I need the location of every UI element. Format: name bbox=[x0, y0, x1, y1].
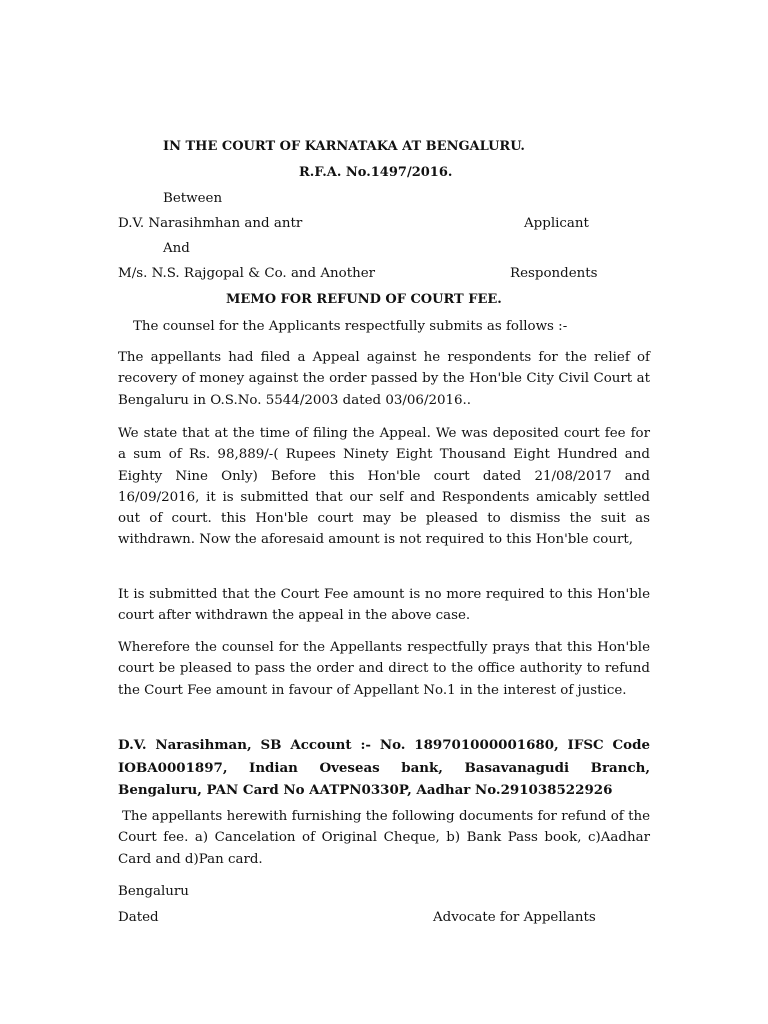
dated-label: Dated bbox=[118, 910, 159, 925]
applicant-name: D.V. Narasihmhan and antr bbox=[118, 216, 303, 231]
paragraph-documents-list: The appellants herewith furnishing the following documents for refund of the Court fee. a) Cancelation of Original Cheque, b) Bank Pass book, c)Aadhar Card and d)Pan card. bbox=[118, 809, 650, 867]
bank-account-details: D.V. Narasihman, SB Account :- No. 189701000001680, IFSC Code IOBA0001897, Indian Oveseas bank, Basavanagudi Branch, Bengaluru, PAN Card No AATPN0330P, Aadhar No.291038522926 bbox=[118, 737, 650, 798]
paragraph-fee-not-required: It is submitted that the Court Fee amount is no more required to this Hon'ble court after withdrawn the appeal in the above case. bbox=[118, 587, 650, 624]
paragraph-court-fee-deposit: We state that at the time of filing the Appeal. We was deposited court fee for a sum of Rs. 98,889/-( Rupees Ninety Eight Thousand Eight Hundred and Eighty Nine Only) Before this Hon'ble court dated 21/08/2017 and 16/09/2016, it is submitted that our self and Respondents amicably settled out of court. this Hon'ble court may be pleased to dismiss the suit as withdrawn. Now the aforesaid amount is not required to this Hon'ble court, bbox=[118, 426, 650, 548]
paragraph-appeal-filed: The appellants had filed a Appeal against he respondents for the relief of recovery of money against the order passed by the Hon'ble City Civil Court at Bengaluru in O.S.No. 5544/2003 dated 03/06/2016.. bbox=[118, 350, 650, 408]
intro-line: The counsel for the Applicants respectfully submits as follows :- bbox=[133, 319, 568, 334]
and-label: And bbox=[163, 241, 190, 256]
respondent-name: M/s. N.S. Rajgopal & Co. and Another bbox=[118, 266, 376, 281]
signatory-label: Advocate for Appellants bbox=[433, 910, 596, 925]
applicant-role: Applicant bbox=[524, 216, 589, 231]
court-heading: IN THE COURT OF KARNATAKA AT BENGALURU. bbox=[163, 139, 525, 154]
case-number: R.F.A. No.1497/2016. bbox=[299, 165, 453, 180]
between-label: Between bbox=[163, 191, 223, 206]
memo-title: MEMO FOR REFUND OF COURT FEE. bbox=[226, 292, 502, 307]
respondent-role: Respondents bbox=[510, 266, 598, 281]
paragraph-prayer: Wherefore the counsel for the Appellants respectfully prays that this Hon'ble court be pleased to pass the order and direct to the office authority to refund the Court Fee amount in favour of Appellant No.1 in the interest of justice. bbox=[118, 640, 650, 698]
place-label: Bengaluru bbox=[118, 884, 189, 899]
